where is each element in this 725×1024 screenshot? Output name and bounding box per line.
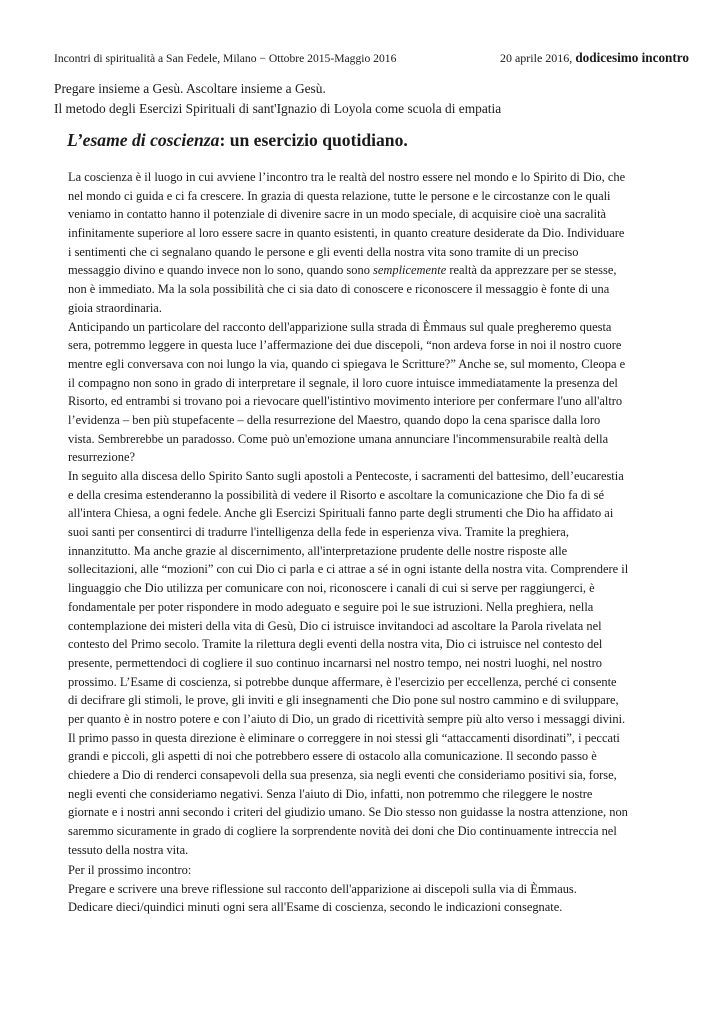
body-line: prossimo. L’Esame di coscienza, si potrebbe dunque affermare, è l'esercizio per eccellenza, perché ci consente bbox=[68, 674, 617, 689]
body-line: all'intera Chiesa, a ogni fedele. Anche gli Esercizi Spirituali fanno parte degli strumenti che Dio ha affidato ai bbox=[68, 506, 614, 521]
body-line: grandi e piccoli, gli aspetti di noi che potrebbero essere di ostacolo alla comunicazione. Il secondo passo è bbox=[68, 749, 597, 764]
body-line: gioia straordinaria. bbox=[68, 300, 162, 315]
document-title-rest: : un esercizio quotidiano. bbox=[219, 130, 408, 150]
body-line: Il primo passo in questa direzione è eliminare o correggere in noi stessi gli “attaccamenti disordinati”, i peccati bbox=[68, 730, 620, 745]
document-title bbox=[67, 130, 408, 151]
body-line: tessuto della nostra vita. bbox=[68, 842, 189, 857]
body-line: innanzitutto. Ma anche grazie al discernimento, all'interpretazione prudente delle nostre risposte alle bbox=[68, 543, 568, 558]
body-line: chiedere a Dio di renderci consapevoli della sua presenza, sia negli eventi che consideriamo positivi sia, forse, bbox=[68, 768, 617, 782]
body-line: vista. Sembrerebbe un paradosso. Come può un'emozione umana annunciare l'incommensurabile realtà della bbox=[68, 431, 609, 446]
footer-item-1: Pregare e scrivere una breve riflessione sul racconto dell'apparizione ai discepoli sulla via di Èmmaus. bbox=[68, 881, 577, 896]
body-line: Anticipando un particolare del racconto dell'apparizione sulla strada di Èmmaus sul quale pregheremo questa bbox=[68, 319, 612, 334]
header-series-title: Incontri di spiritualità a San Fedele, Milano − Ottobre 2015-Maggio 2016 bbox=[54, 52, 397, 65]
body-line: nel mondo ci guida e ci fa crescere. In grazia di questa relazione, tutte le persone e le circostanze con le quali bbox=[68, 188, 611, 203]
body-line: contesto del Primo secolo. Tramite la rilettura degli eventi della nostra vita, Dio ci istruisce nel contesto del bbox=[68, 637, 603, 652]
body-line: il compagno non sono in grado di interpretare il segnale, il loro cuore intuisce immediatamente la presenza del bbox=[68, 375, 618, 390]
subtitle-line-1: Pregare insieme a Gesù. Ascoltare insieme a Gesù. bbox=[54, 81, 326, 96]
header-meeting-label: dodicesimo incontro bbox=[575, 50, 689, 65]
header-date-text: 20 aprile 2016, bbox=[499, 51, 573, 65]
footer-item-2: Dedicare dieci/quindici minuti ogni sera all'Esame di coscienza, secondo le indicazioni consegnate. bbox=[68, 900, 563, 915]
body-line: giornate e i nostri anni secondo i criteri del giudizio umano. Se Dio stesso non guidasse la nostra attenzione, non bbox=[68, 805, 628, 820]
body-line: infinitamente superiore al loro essere sacre in quanto esistenti, in quanto creature desiderate da Dio. Individuare bbox=[68, 226, 625, 241]
body-line: veniamo in contatto hanno il potenziale di divenire sacre in un modo speciale, di acquisire cioè una sacralità bbox=[68, 207, 607, 222]
body-line: Risorto, ed entrambi si trovano poi a rievocare quell'istintivo movimento interiore per confermare l'uno all'altro bbox=[68, 394, 623, 409]
body-line: non è immediato. Ma la sola possibilità che ci sia dato di conoscere e riconoscere il messaggio è fonte di una bbox=[68, 282, 610, 297]
body-line: per quanto è in nostro potere e con l’aiuto di Dio, un grado di ricettività sempre più alto verso i messaggi divini. bbox=[68, 711, 626, 726]
body-line: mentre egli conversava con noi lungo la via, quando ci spiegava le Scritture?” Anche se, sul momento, Cleopa e bbox=[68, 356, 626, 371]
body-line: di decifrare gli stimoli, le prove, gli inviti e gli insegnamenti che Dio pone sul nostro cammino e di sviluppare, bbox=[68, 693, 619, 708]
body-line: saremmo sicuramente in grado di cogliere la sorprendente novità dei doni che Dio continuamente intreccia nel bbox=[68, 824, 617, 839]
body-line: In seguito alla discesa dello Spirito Santo sugli apostoli a Pentecoste, i sacramenti del battesimo, dell’eucarestia bbox=[68, 469, 624, 483]
body-line: sollecitazioni, alle “mozioni” con cui Dio ci parla e ci attrae a sé in ogni istante della nostra vita. Comprendere il bbox=[68, 562, 629, 577]
body-line: La coscienza è il luogo in cui avviene l’incontro tra le realtà del nostro essere nel mondo e lo Spirito di Dio, che bbox=[68, 170, 626, 184]
footer-heading: Per il prossimo incontro: bbox=[68, 863, 192, 877]
body-line: l’evidenza – ben più stupefacente – della resurrezione del Maestro, quando dopo la cena sparisce dalla loro bbox=[68, 412, 601, 427]
body-line: sera, potremmo leggere in questa luce l’affermazione dei due discepoli, “non ardeva forse in noi il nostro cuore bbox=[68, 338, 622, 353]
header-date bbox=[500, 50, 689, 66]
body-line: e della cresima estenderanno la possibilità di vedere il Risorto e ascoltare la comunicazione che Dio fa di sé bbox=[68, 487, 604, 502]
body-line: i sentimenti che ci segnalano quando le persone e gli eventi della nostra vita sono tramite di un preciso bbox=[68, 244, 579, 259]
subtitle-line-2: Il metodo degli Esercizi Spirituali di sant'Ignazio di Loyola come scuola di empatia bbox=[54, 101, 502, 116]
body-line: contemplazione dei misteri della vita di Gesù, Dio ci istruisce invitandoci ad ascoltare la Parola rivelata nel bbox=[68, 618, 602, 633]
body-text bbox=[68, 168, 674, 859]
body-line: fondamentale per poter rispondere in modo adeguato e seguire poi le sue istruzioni. Nella preghiera, nella bbox=[68, 599, 594, 614]
document-title-italic: L’esame di coscienza bbox=[67, 130, 220, 150]
body-line: messaggio divino e quando invece non lo sono, quando sono semplicemente realtà da apprezzare per se stesse, bbox=[68, 263, 617, 278]
body-line: suoi santi per consentirci di tradurre l'intelligenza della fede in esperienza viva. Tramite la preghiera, bbox=[68, 525, 569, 540]
footer-notes bbox=[68, 861, 674, 917]
body-line: negli eventi che consideriamo negativi. Senza l'aiuto di Dio, infatti, non potremmo che rileggere le nostre bbox=[68, 786, 593, 801]
body-line: presente, permettendoci di cogliere il suo continuo incarnarsi nel nostro tempo, nei nostri luoghi, nel nostro bbox=[68, 655, 602, 670]
body-line: linguaggio che Dio utilizza per comunicare con noi, riconoscere i canali di cui si serve per raggiungerci, è bbox=[68, 581, 595, 596]
body-line: resurrezione? bbox=[68, 450, 135, 465]
